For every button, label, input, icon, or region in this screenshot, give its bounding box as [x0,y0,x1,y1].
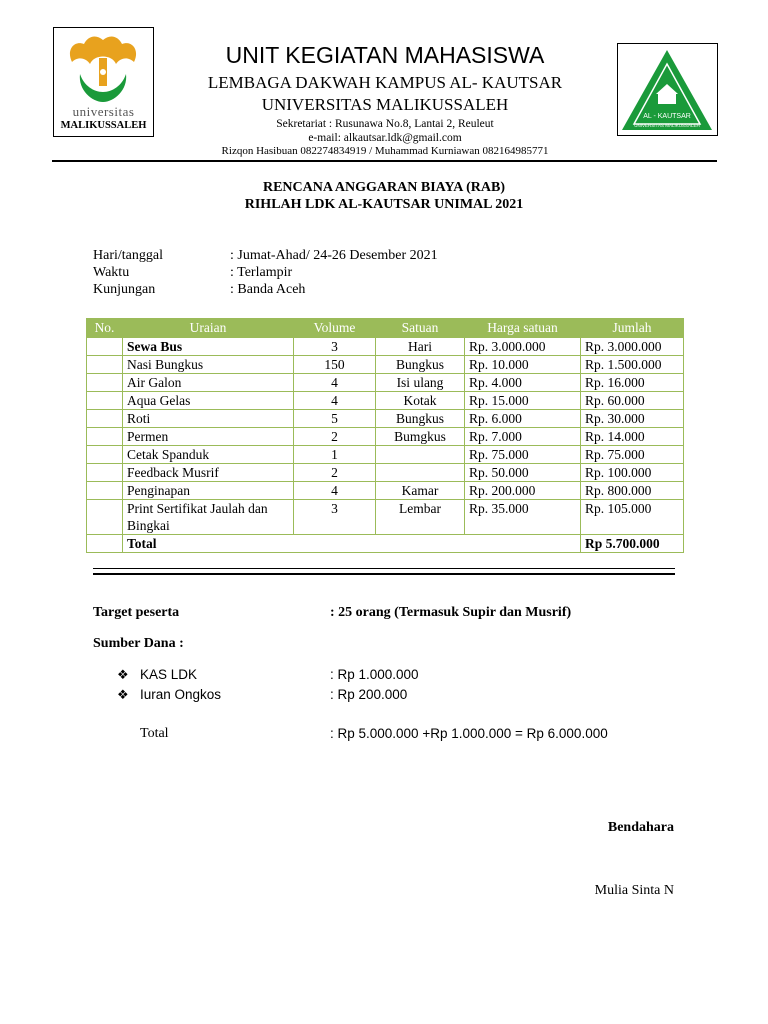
cell-harga: Rp. 4.000 [465,374,581,392]
cell-uraian: Aqua Gelas [123,392,294,410]
sumber-item-value: : Rp 1.000.000 [330,667,419,682]
table-row [87,446,684,464]
sumber-total-value: : Rp 5.000.000 +Rp 1.000.000 = Rp 6.000.000 [330,726,608,741]
col-header-jumlah: Jumlah [581,319,684,338]
signature-name: Mulia Sinta N [594,883,674,898]
sumber-total-label: Total [140,726,169,741]
col-header-uraian: Uraian [123,319,294,338]
cell-uraian: Penginapan [123,482,294,500]
table-row [87,428,684,446]
cell-jumlah: Rp. 3.000.000 [581,338,684,356]
logo-text-universitas: universitas [72,104,135,119]
table-row [87,356,684,374]
cell-satuan: Kamar [376,482,465,500]
cell-harga: Rp. 50.000 [465,464,581,482]
table-row [87,500,684,535]
cell-satuan [376,464,465,482]
cell-jumlah: Rp. 14.000 [581,428,684,446]
info-value-hari: : Jumat-Ahad/ 24-26 Desember 2021 [230,248,438,263]
cell-uraian: Sewa Bus [123,338,294,356]
info-value-kunjungan: : Banda Aceh [230,282,306,297]
cell-no [87,392,123,410]
ldk-logo-subtext: UNIVERSITAS MALIKUSSALEH [634,123,700,128]
header-divider [52,160,717,162]
table-header-row [87,319,684,338]
info-label-kunjungan: Kunjungan [93,282,156,297]
cell-no [87,374,123,392]
total-value: Rp 5.700.000 [581,535,684,553]
col-header-satuan: Satuan [376,319,465,338]
cell-satuan: Isi ulang [376,374,465,392]
cell-satuan: Lembar [376,500,465,535]
header-email: e-mail: alkautsar.ldk@gmail.com [308,132,462,144]
budget-table [86,318,684,553]
header-contacts: Rizqon Hasibuan 082274834919 / Muhammad Kurniawan 082164985771 [221,145,549,157]
table-total-row [87,535,684,553]
col-header-no: No. [87,319,123,338]
bullet-diamond-icon: ❖ [117,687,129,702]
cell-harga: Rp. 15.000 [465,392,581,410]
cell-volume: 2 [294,428,376,446]
cell-volume: 4 [294,374,376,392]
cell-harga: Rp. 10.000 [465,356,581,374]
target-label: Target peserta [93,605,180,620]
sumber-item-label: Iuran Ongkos [140,687,222,702]
ldk-triangle-emblem-icon [618,44,717,135]
cell-jumlah: Rp. 16.000 [581,374,684,392]
cell-volume: 4 [294,392,376,410]
total-label: Total [123,535,581,553]
cell-volume: 4 [294,482,376,500]
cell-harga: Rp. 200.000 [465,482,581,500]
cell-jumlah: Rp. 1.500.000 [581,356,684,374]
cell-harga: Rp. 6.000 [465,410,581,428]
cell-uraian: Print Sertifikat Jaulah dan Bingkai [123,500,294,535]
bullet-diamond-icon: ❖ [117,667,129,682]
cell-uraian: Air Galon [123,374,294,392]
university-emblem-icon [54,28,153,108]
table-row [87,464,684,482]
cell-harga: Rp. 35.000 [465,500,581,535]
info-label-hari: Hari/tanggal [93,248,163,263]
signature-role: Bendahara [607,820,674,835]
cell-satuan: Bungkus [376,410,465,428]
cell-uraian: Nasi Bungkus [123,356,294,374]
info-label-waktu: Waktu [93,265,130,280]
section-divider-top [93,568,675,569]
cell-no [87,356,123,374]
header-universitas: UNIVERSITAS MALIKUSSALEH [261,95,509,114]
cell-jumlah: Rp. 800.000 [581,482,684,500]
table-row [87,482,684,500]
cell-uraian: Roti [123,410,294,428]
cell-volume: 3 [294,500,376,535]
cell-jumlah: Rp. 100.000 [581,464,684,482]
cell-satuan: Kotak [376,392,465,410]
cell-volume: 3 [294,338,376,356]
cell-satuan: Hari [376,338,465,356]
cell-no [87,338,123,356]
target-value: : 25 orang (Termasuk Supir dan Musrif) [330,605,572,620]
cell-uraian: Permen [123,428,294,446]
cell-no [87,482,123,500]
cell-volume: 5 [294,410,376,428]
table-row [87,338,684,356]
cell-no [87,446,123,464]
header-lembaga: LEMBAGA DAKWAH KAMPUS AL- KAUTSAR [207,73,563,92]
cell-volume: 2 [294,464,376,482]
cell-no [87,500,123,535]
cell-jumlah: Rp. 75.000 [581,446,684,464]
logo-text-malikussaleh: MALIKUSSALEH [60,120,147,131]
cell-satuan: Bumgkus [376,428,465,446]
cell-jumlah: Rp. 105.000 [581,500,684,535]
table-row [87,410,684,428]
cell-uraian: Feedback Musrif [123,464,294,482]
university-logo [53,27,154,137]
sumber-item-value: : Rp 200.000 [330,687,408,702]
cell-volume: 1 [294,446,376,464]
header-sekretariat: Sekretariat : Rusunawa No.8, Lantai 2, Reuleut [276,118,494,130]
info-value-waktu: : Terlampir [230,265,293,280]
table-row [87,374,684,392]
cell-jumlah: Rp. 30.000 [581,410,684,428]
ldk-logo-text: AL - KAUTSAR [643,113,691,120]
table-row [87,392,684,410]
document-title: RENCANA ANGGARAN BIAYA (RAB) [262,180,506,195]
cell-no [87,410,123,428]
cell-volume: 150 [294,356,376,374]
cell-jumlah: Rp. 60.000 [581,392,684,410]
ldk-logo [617,43,718,136]
sumber-item-label: KAS LDK [140,667,198,682]
cell-satuan [376,446,465,464]
col-header-harga: Harga satuan [465,319,581,338]
cell-harga: Rp. 75.000 [465,446,581,464]
document-subtitle: RIHLAH LDK AL-KAUTSAR UNIMAL 2021 [244,197,524,212]
cell-no [87,464,123,482]
header-unit: UNIT KEGIATAN MAHASISWA [225,42,545,68]
col-header-volume: Volume [294,319,376,338]
cell-satuan: Bungkus [376,356,465,374]
sumber-label: Sumber Dana : [93,636,184,651]
section-divider-bottom [93,573,675,575]
cell-uraian: Cetak Spanduk [123,446,294,464]
cell-harga: Rp. 3.000.000 [465,338,581,356]
cell-no [87,428,123,446]
cell-harga: Rp. 7.000 [465,428,581,446]
